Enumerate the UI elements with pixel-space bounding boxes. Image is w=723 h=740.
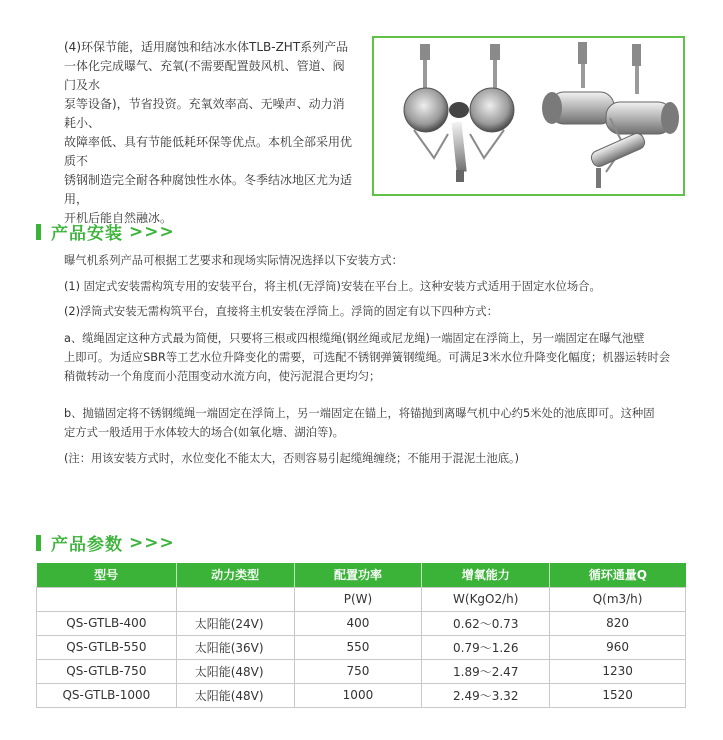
table-header-row — [37, 563, 686, 587]
install-text — [64, 329, 690, 386]
unit-cell: W(KgO2/h) — [422, 587, 550, 611]
intro-line: 锈钢制造完全耐各种腐蚀性水体。冬季结冰地区尤为适用， — [64, 173, 353, 206]
params-section-title: 产品参数 — [51, 535, 123, 555]
header-flux: 循环通量Q — [550, 563, 686, 587]
cell-oxygen: 2.49～3.32 — [422, 683, 550, 707]
section-bar — [36, 224, 41, 240]
cell-oxygen: 0.62～0.73 — [422, 611, 550, 635]
product-photo — [372, 36, 685, 196]
install-text — [64, 449, 690, 468]
unit-cell — [37, 587, 177, 611]
table-row — [37, 659, 686, 683]
cell-oxygen: 0.79～1.26 — [422, 635, 550, 659]
install-float: (2)浮筒式安装无需构筑平台，直接将主机安装在浮筒上。浮筒的固定有以下四种方式： — [64, 305, 498, 318]
cell-power: 550 — [294, 635, 422, 659]
install-cable-line: 上即可。为适应SBR等工艺水位升降变化的需要，可选配不锈钢弹簧钢缆绳。可满足3米水位升降变化幅度；机器运转时会 — [64, 351, 671, 364]
table-row — [37, 611, 686, 635]
install-text — [64, 302, 690, 321]
unit-cell — [176, 587, 294, 611]
install-fixed: (1) 固定式安装需构筑专用的安装平台，将主机(无浮筒)安装在平台上。这种安装方式适用于固定水位场合。 — [64, 280, 601, 293]
install-text — [64, 251, 690, 270]
aerator-left — [404, 44, 514, 182]
intro-line: 一体化完成曝气、充氧(不需要配置鼓风机、管道、阀门及水 — [64, 59, 345, 92]
cell-power-type: 太阳能(24V) — [176, 611, 294, 635]
unit-cell: P(W) — [294, 587, 422, 611]
intro-line: 开机后能自然融冰。 — [64, 211, 173, 225]
chevrons-icon: >>> — [129, 221, 175, 242]
install-cable-line: a、缆绳固定这种方式最为简便，只要将三根或四根缆绳(钢丝绳或尼龙绳)一端固定在浮筒上，另一端固定在曝气池壁 — [64, 332, 645, 345]
intro-paragraph — [64, 38, 356, 228]
intro-line: (4)环保节能，适用腐蚀和结冰水体TLB-ZHT系列产品 — [64, 40, 349, 54]
cell-model: QS-GTLB-750 — [37, 659, 177, 683]
cell-model: QS-GTLB-400 — [37, 611, 177, 635]
cell-model: QS-GTLB-1000 — [37, 683, 177, 707]
cell-power-type: 太阳能(48V) — [176, 659, 294, 683]
cell-flux: 960 — [550, 635, 686, 659]
cell-power-type: 太阳能(48V) — [176, 683, 294, 707]
install-intro: 曝气机系列产品可根据工艺要求和现场实际情况选择以下安装方式： — [64, 254, 403, 267]
install-section-title: 产品安装 — [51, 224, 123, 244]
cell-oxygen: 1.89～2.47 — [422, 659, 550, 683]
cell-power: 400 — [294, 611, 422, 635]
install-text — [64, 404, 690, 442]
table-unit-row — [37, 587, 686, 611]
cell-flux: 1230 — [550, 659, 686, 683]
params-table — [36, 563, 686, 708]
install-anchor-line: b、抛锚固定将不锈钢缆绳一端固定在浮筒上，另一端固定在锚上，将锚抛到离曝气机中心约5米处的池底即可。这种固 — [64, 407, 655, 420]
cell-flux: 1520 — [550, 683, 686, 707]
table-row — [37, 683, 686, 707]
aerator-right — [542, 42, 679, 188]
install-section-header — [36, 219, 175, 244]
cell-power-type: 太阳能(36V) — [176, 635, 294, 659]
cell-model: QS-GTLB-550 — [37, 635, 177, 659]
install-anchor-line: 定方式一般适用于水体较大的场合(如氧化塘、湖泊等)。 — [64, 426, 344, 439]
intro-line: 故障率低、具有节能低耗环保等优点。本机全部采用优质不 — [64, 135, 353, 168]
install-note: (注：用该安装方式时，水位变化不能太大，否则容易引起缆绳缠绕；不能用于混泥土池底。) — [64, 452, 520, 465]
install-cable-line: 稍微转动一个角度而小范围变动水流方向，使污泥混合更均匀； — [64, 370, 381, 383]
aerator-illustration — [374, 38, 683, 194]
chevrons-icon: >>> — [129, 532, 175, 553]
table-row — [37, 635, 686, 659]
cell-power: 1000 — [294, 683, 422, 707]
cell-flux: 820 — [550, 611, 686, 635]
unit-cell: Q(m3/h) — [550, 587, 686, 611]
install-text — [64, 277, 690, 296]
header-power-type: 动力类型 — [176, 563, 294, 587]
params-section-header — [36, 530, 175, 555]
header-oxygen: 增氧能力 — [422, 563, 550, 587]
cell-power: 750 — [294, 659, 422, 683]
section-bar — [36, 535, 41, 551]
intro-line: 泵等设备)，节省投资。充氧效率高、无噪声、动力消耗小、 — [64, 97, 345, 130]
header-model: 型号 — [37, 563, 177, 587]
header-power: 配置功率 — [294, 563, 422, 587]
